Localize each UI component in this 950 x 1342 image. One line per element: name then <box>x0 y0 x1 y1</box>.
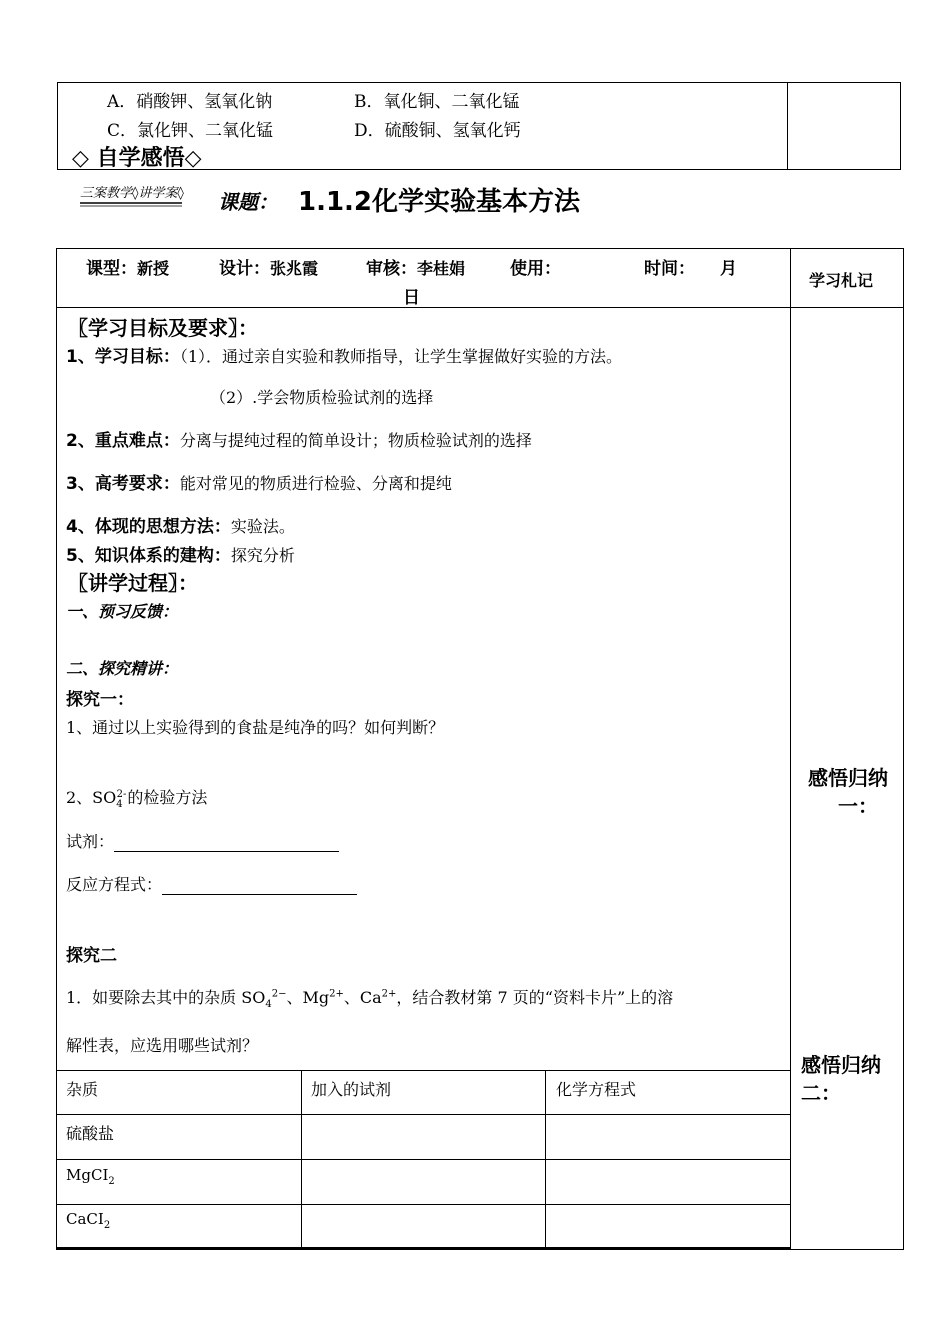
impurity-name: CaCI <box>66 1210 104 1228</box>
side-note-1-line-2: 一： <box>838 794 878 818</box>
question-3-suffix: ，结合教材第 7 页的“资料卡片”上的溶 <box>396 988 674 1007</box>
impurity-table-bottom <box>56 1247 790 1249</box>
goals-heading: 〖学习目标及要求〗： <box>68 316 258 340</box>
section-exploration: 二、探究精讲： <box>66 659 179 678</box>
use-label: 使用： <box>510 259 561 279</box>
question-2 <box>66 785 207 810</box>
goal-3-text: 能对常见的物质进行检验、分离和提纯 <box>179 474 452 493</box>
impurity-table-row-line-1 <box>56 1114 790 1115</box>
goal-3-label: 3、高考要求： <box>66 474 180 494</box>
equation-field <box>66 872 357 895</box>
impurity-name: MgCI <box>66 1166 109 1184</box>
question-3-prefix: 1．如要除去其中的杂质 SO <box>66 988 266 1007</box>
header-reagent: 加入的试剂 <box>311 1080 392 1099</box>
process-heading: 〖讲学过程〗： <box>68 571 198 595</box>
options-box-divider <box>787 82 788 170</box>
so4-charge: 2- <box>116 788 127 800</box>
option-d: D．硫酸铜、氢氧化钙 <box>354 121 521 141</box>
goal-1 <box>66 342 622 367</box>
month-label: 月 <box>720 259 737 279</box>
type-value: 新授 <box>137 259 170 278</box>
equation-answer-line <box>162 876 357 895</box>
three-case-logo <box>78 178 184 208</box>
notes-column-header: 学习札记 <box>809 271 874 290</box>
impurity-subscript: 2 <box>108 1176 115 1187</box>
goal-2-text: 分离与提纯过程的简单设计；物质检验试剂的选择 <box>179 431 532 450</box>
q3-ca: 、Ca <box>343 988 382 1007</box>
topic-label: 课题： <box>218 190 278 214</box>
q3-so4-charge: 2− <box>271 988 287 1000</box>
self-study-reflection-heading: ◇ 自学感悟◇ <box>72 146 202 171</box>
side-note-2-line-2: 二： <box>801 1081 841 1105</box>
header-equation: 化学方程式 <box>556 1080 637 1099</box>
question-3-line-2: 解性表，应选用哪些试剂？ <box>66 1036 259 1055</box>
impurity-table-col-line-1 <box>301 1070 302 1248</box>
page-title: 1.1.2化学实验基本方法 <box>298 187 581 217</box>
goal-5-label: 5、知识体系的建构： <box>66 546 231 566</box>
option-a: A．硝酸钾、氢氧化钠 <box>107 92 273 112</box>
day-label: 日 <box>403 288 420 308</box>
reagent-answer-line <box>114 833 339 852</box>
q3-mg-charge: 2+ <box>329 988 344 1000</box>
section-preview-feedback: 一、预习反馈： <box>66 602 179 621</box>
side-note-1 <box>803 764 893 820</box>
side-note-2 <box>801 1051 881 1107</box>
header-impurity: 杂质 <box>66 1080 99 1099</box>
goal-4-label: 4、体现的思想方法： <box>66 517 231 537</box>
q3-ca-charge: 2+ <box>381 988 397 1000</box>
explore-2-heading: 探究二 <box>66 946 117 966</box>
type-label: 课型： <box>86 259 137 279</box>
info-row <box>86 254 169 279</box>
main-table-header-divider <box>56 307 904 308</box>
question-2-suffix: 的检验方法 <box>127 788 208 807</box>
question-1: 1、通过以上实验得到的食盐是纯净的吗？如何判断？ <box>66 718 445 737</box>
goal-4-text: 实验法。 <box>230 517 295 536</box>
impurity-name: 硫酸盐 <box>66 1124 115 1143</box>
q3-mg: 、Mg <box>286 988 330 1007</box>
goal-1-label: 1、学习目标： <box>66 347 180 367</box>
goal-5-text: 探究分析 <box>230 546 295 565</box>
time-label: 时间： <box>644 259 695 279</box>
reagent-label: 试剂： <box>66 832 115 851</box>
goal-4 <box>66 512 295 537</box>
impurity-table-row-line-2 <box>56 1159 790 1160</box>
design-label: 设计： <box>219 259 270 279</box>
main-table-column-divider <box>790 248 791 1250</box>
q3-so4-subscript: 4 <box>265 999 272 1011</box>
impurity-table-col-line-2 <box>545 1070 546 1248</box>
option-b: B．氧化铜、二氧化锰 <box>354 92 520 112</box>
equation-label: 反应方程式： <box>66 875 163 894</box>
goal-2 <box>66 426 532 451</box>
review-value: 李桂娟 <box>417 259 466 278</box>
goal-2-label: 2、重点难点： <box>66 431 180 451</box>
question-3-line-1 <box>66 985 673 1010</box>
explore-1-heading: 探究一： <box>66 690 134 710</box>
goal-1-text-2: （2）.学会物质检验试剂的选择 <box>210 388 434 407</box>
goal-1-text: （1）．通过亲自实验和教师指导，让学生掌握做好实验的方法。 <box>179 347 623 366</box>
side-note-2-line-1: 感悟归纳 <box>801 1053 881 1077</box>
so4-subscript: 4 <box>116 799 123 811</box>
table-row-cacl2 <box>66 1210 110 1231</box>
reagent-field <box>66 829 339 852</box>
goal-3 <box>66 469 452 494</box>
question-2-prefix: 2、SO <box>66 788 117 807</box>
option-c: C．氯化钾、二氧化锰 <box>107 121 274 141</box>
so4-ion <box>116 788 132 811</box>
impurity-table-top <box>56 1070 790 1071</box>
table-row-sulfate <box>66 1121 114 1144</box>
review-field <box>366 254 465 279</box>
impurity-subscript: 2 <box>103 1220 111 1231</box>
design-value: 张兆霞 <box>270 259 319 278</box>
logo-text: 三案教学◊讲学案◊ <box>80 186 184 201</box>
goal-5 <box>66 541 295 566</box>
impurity-table-row-line-3 <box>56 1204 790 1205</box>
main-table <box>56 248 904 1250</box>
table-row-mgcl2 <box>66 1166 115 1187</box>
design-field <box>219 254 318 279</box>
side-note-1-line-1: 感悟归纳 <box>808 766 888 790</box>
review-label: 审核： <box>366 259 417 279</box>
